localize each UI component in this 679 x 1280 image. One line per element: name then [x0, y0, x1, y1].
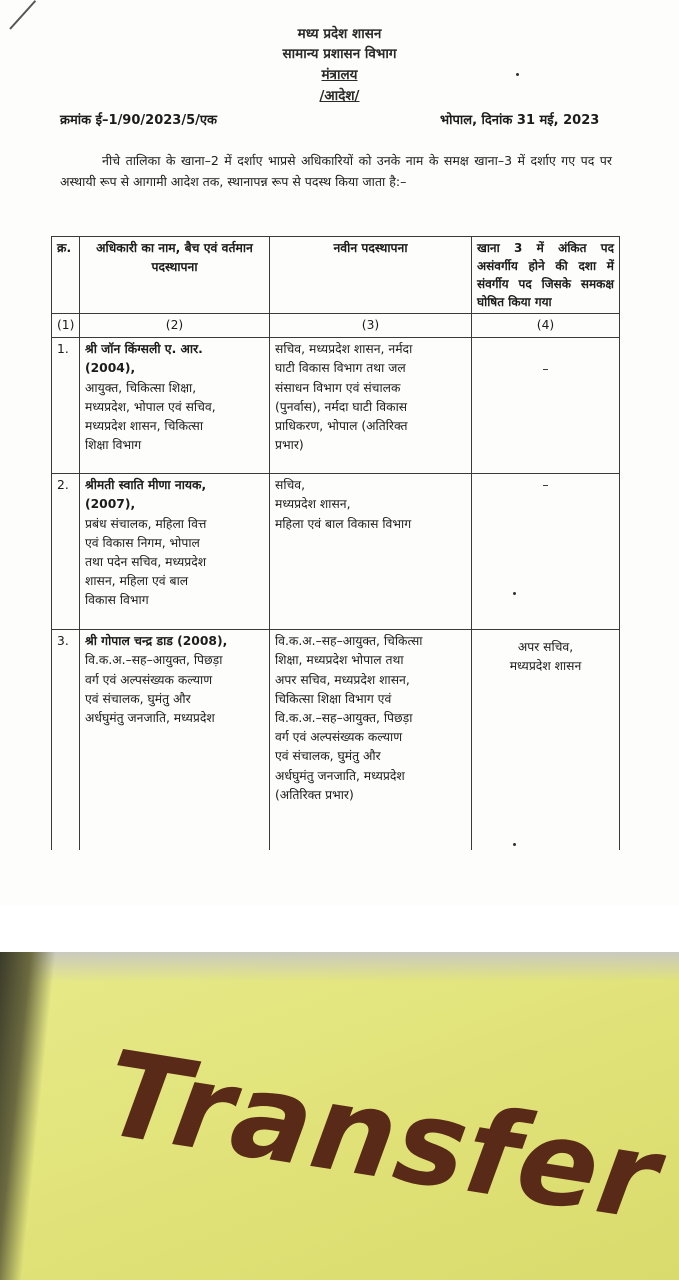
column-number-row: [52, 314, 620, 338]
current-posting-line: आयुक्त, चिकित्सा शिक्षा,: [85, 380, 197, 395]
transfer-word: Transfer: [96, 1024, 669, 1248]
header-new-posting: नवीन पदस्थापना: [270, 237, 472, 314]
officer-name: श्री जॉन किंग्सली ए. आर.: [85, 342, 203, 357]
new-posting-cell: [270, 474, 472, 630]
officer-name: श्रीमती स्वाति मीणा नायक,: [85, 478, 207, 493]
equivalent-cell: [472, 630, 620, 850]
table-row: [52, 474, 620, 630]
col-number: (4): [472, 314, 620, 338]
ministry-header: मंत्रालय: [321, 67, 358, 83]
table-row: [52, 630, 620, 850]
new-posting-line: वि.क.अ.–सह–आयुक्त, पिछड़ा: [275, 711, 413, 726]
order-number: क्रमांक ई–1/90/2023/5/एक: [60, 113, 218, 128]
row-serial: 2.: [52, 474, 80, 630]
new-posting-line: वर्ग एवं अल्पसंख्यक कल्याण: [275, 730, 403, 745]
new-posting-cell: [270, 630, 472, 850]
equivalent-dash: –: [542, 478, 549, 493]
new-posting-line: सचिव, मध्यप्रदेश शासन, नर्मदा: [275, 342, 413, 357]
new-posting-line: महिला एवं बाल विकास विभाग: [275, 516, 412, 531]
new-posting-line: मध्यप्रदेश शासन,: [275, 497, 351, 512]
new-posting-line: एवं संचालक, घुमंतु और: [275, 749, 381, 764]
current-posting-line: शिक्षा विभाग: [85, 438, 142, 453]
equivalent-line: मध्यप्रदेश शासन: [509, 659, 582, 674]
header-officer: अधिकारी का नाम, बैच एवं वर्तमान पदस्थापना: [80, 237, 270, 314]
col-number: (3): [270, 314, 472, 338]
new-posting-line: घाटी विकास विभाग तथा जल: [275, 361, 406, 376]
current-posting-line: मध्यप्रदेश, भोपाल एवं सचिव,: [85, 399, 216, 414]
officer-cell: [80, 474, 270, 630]
current-posting-line: शासन, महिला एवं बाल: [85, 574, 189, 589]
col-number: (1): [52, 314, 80, 338]
officer-cell: [80, 630, 270, 850]
header-serial: क्र.: [52, 237, 80, 314]
new-posting-line: (अतिरिक्त प्रभार): [275, 787, 354, 802]
new-posting-line: (पुनर्वास), नर्मदा घाटी विकास: [275, 399, 408, 414]
photo-highlight: [0, 952, 679, 982]
current-posting-line: तथा पदेन सचिव, मध्यप्रदेश: [85, 555, 207, 570]
speck-mark: [513, 843, 516, 846]
current-posting-line: मध्यप्रदेश शासन, चिकित्सा: [85, 419, 204, 434]
current-posting-line: वि.क.अ.–सह–आयुक्त, पिछड़ा: [85, 653, 223, 668]
officer-batch: (2004),: [85, 361, 136, 376]
new-posting-line: प्राधिकरण, भोपाल (अतिरिक्त: [275, 419, 408, 434]
table-row: [52, 338, 620, 474]
row-serial: 1.: [52, 338, 80, 474]
new-posting-cell: [270, 338, 472, 474]
new-posting-line: अर्धघुमंतु जनजाति, मध्यप्रदेश: [275, 768, 405, 783]
current-posting-line: प्रबंध संचालक, महिला वित्त: [85, 516, 207, 531]
posting-table: [51, 236, 620, 850]
order-date: भोपाल, दिनांक 31 मई, 2023: [440, 113, 600, 128]
current-posting-line: विकास विभाग: [85, 593, 149, 608]
new-posting-line: प्रभार): [275, 438, 304, 453]
current-posting-line: एवं संचालक, घुमंतु और: [85, 691, 191, 706]
table-header-row: [52, 237, 620, 314]
order-heading: /आदेश/: [319, 88, 360, 104]
col-number: (2): [80, 314, 270, 338]
new-posting-line: चिकित्सा शिक्षा विभाग एवं: [275, 691, 392, 706]
new-posting-line: अपर सचिव, मध्यप्रदेश शासन,: [275, 672, 410, 687]
current-posting-line: एवं विकास निगम, भोपाल: [85, 535, 200, 550]
header-equivalent: खाना 3 में अंकित पद असंवर्गीय होने की दशा में संवर्गीय पद जिसके समकक्ष घोषित किया गया: [472, 237, 620, 314]
new-posting-line: वि.क.अ.–सह–आयुक्त, चिकित्सा: [275, 634, 423, 649]
new-posting-line: संसाधन विभाग एवं संचालक: [275, 380, 401, 395]
officer-cell: [80, 338, 270, 474]
officer-name: श्री गोपाल चन्द्र डाड (2008),: [85, 634, 228, 649]
current-posting-line: अर्धघुमंतु जनजाति, मध्यप्रदेश: [85, 711, 215, 726]
folder-shadow: [0, 952, 56, 1280]
department-header: सामान्य प्रशासन विभाग: [282, 46, 397, 62]
equivalent-line: अपर सचिव,: [517, 640, 574, 655]
equivalent-cell: –: [472, 338, 620, 474]
row-serial: 3.: [52, 630, 80, 850]
govt-header: मध्य प्रदेश शासन: [297, 26, 382, 42]
current-posting-line: वर्ग एवं अल्पसंख्यक कल्याण: [85, 672, 213, 687]
new-posting-line: शिक्षा, मध्यप्रदेश भोपाल तथा: [275, 653, 404, 668]
new-posting-line: सचिव,: [275, 478, 306, 493]
order-intro: नीचे तालिका के खाना–2 में दर्शाए भाप्रसे अधिकारियों को उनके नाम के समक्ष खाना–3 में दर्शाए गए पद पर अस्थायी रूप से आगामी आदेश तक, स्थानापन्न रूप से पदस्थ किया जाता है:–: [60, 153, 612, 189]
speck-mark: [516, 73, 519, 76]
speck-mark: [513, 592, 516, 595]
equivalent-cell: [472, 474, 620, 630]
officer-batch: (2007),: [85, 497, 136, 512]
